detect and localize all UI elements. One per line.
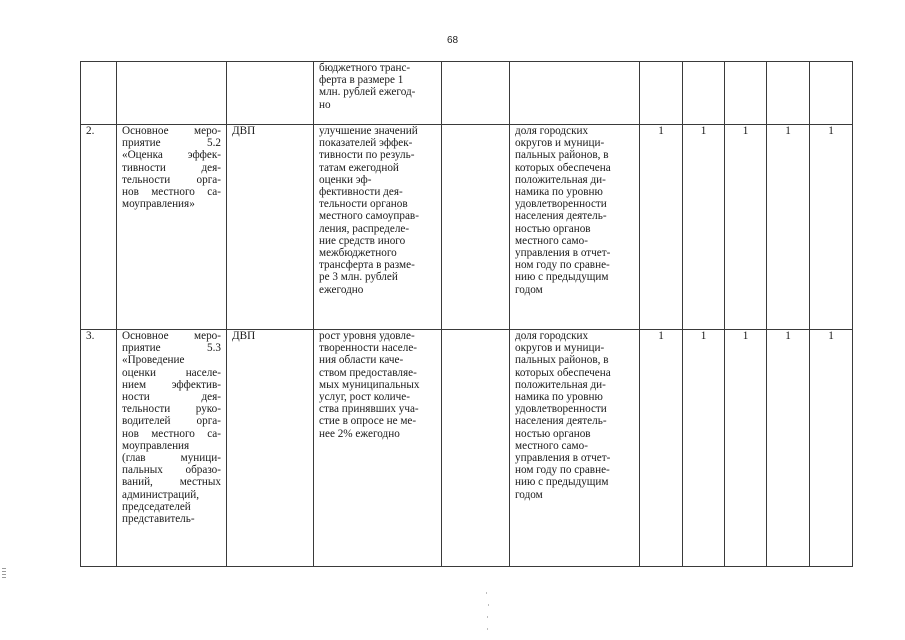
indicator-value: 1 [742,125,749,137]
row-number-cell [81,62,117,125]
indicator-value: 1 [658,125,664,137]
scan-dot [486,592,487,594]
result-line: бюджетного транс- [319,62,411,74]
indicator-value: 1 [658,330,664,342]
result-line: межбюджетного [319,247,397,260]
indicator-value: 1 [828,125,834,137]
result-line: ством предоставляе- [319,366,417,379]
margin-mark [2,568,6,569]
row-number: 2. [86,125,95,137]
margin-mark [2,577,6,578]
indicator-cell [510,62,640,125]
result-cell [314,125,442,330]
event-line: (глав муници- [122,452,221,465]
indicator-cell [510,330,640,567]
indicator-line: доля городских [515,330,589,342]
result-line: показателей эффек- [319,137,413,150]
value-cell-3 [725,330,767,567]
event-cell [117,125,227,330]
event-line: водителей орга- [122,415,221,428]
code-cell [227,330,314,567]
margin-mark [2,574,6,575]
indicator-line: местного само- [515,439,588,452]
indicator-line: положительная ди- [515,173,606,186]
indicator-line: нию с предыдущим [515,476,609,489]
indicator-value: 1 [828,330,834,342]
event-line: нов местного са- [122,186,221,199]
row-number-cell [81,125,117,330]
indicator-line: годом [515,488,543,501]
result-line: но [319,98,331,111]
result-line: ления, распределе- [319,222,410,235]
event-line: «Проведение [122,354,185,367]
event-line: нием эффектив- [122,378,221,391]
value-cell-4 [767,125,810,330]
event-line: ности дея- [122,391,221,404]
event-line: администраций, [122,488,200,501]
table-row [81,330,853,567]
value-cell-1 [640,330,683,567]
result-line: рост уровня удовле- [319,330,415,342]
indicator-line: населения деятель- [515,415,607,428]
result-line: тивности по резуль- [319,149,415,162]
value-cell-2 [683,125,725,330]
event-line: «Оценка эффек- [122,149,221,162]
result-line: улучшение значений [319,125,418,137]
indicator-cell [510,125,640,330]
indicator-line: управления в отчет- [515,452,611,465]
executor-code: ДВП [232,330,256,342]
indicator-line: ностью органов [515,222,591,235]
result-line: местного самоуправ- [319,210,419,223]
indicator-line: годом [515,283,543,296]
event-line: приятие 5.3 [122,342,221,355]
indicator-line: которых обеспечена [515,161,611,174]
row-number: 3. [86,330,95,342]
result-line: мых муниципальных [319,378,420,391]
event-line: тивности дея- [122,161,221,174]
result-line: ферта в размере 1 [319,74,404,87]
table-row [81,125,853,330]
result-line: ния области каче- [319,354,404,367]
event-line: пальных образо- [122,464,221,477]
scan-dot [488,604,489,606]
value-cell-4 [767,330,810,567]
value-cell-5 [810,62,853,125]
executor-code: ДВП [232,125,256,137]
indicator-line: удовлетворенности [515,403,607,416]
indicator-line: управления в отчет- [515,247,611,260]
indicator-line: ном году по сравне- [515,464,610,477]
blank-cell [442,62,510,125]
result-line: татам ежегодной [319,161,399,174]
indicator-line: пальных районов, в [515,149,609,162]
indicator-line: округов и муници- [515,137,605,150]
result-line: ежегодно [319,283,364,296]
result-line: ре 3 млн. рублей [319,271,398,284]
scan-dot [487,628,488,630]
code-cell [227,125,314,330]
table-row [81,62,853,125]
event-line: председателей [122,500,191,513]
indicator-value: 1 [742,330,749,342]
event-cell [117,62,227,125]
indicator-line: удовлетворенности [515,198,607,211]
result-line: стие в опросе не ме- [319,415,417,428]
result-cell [314,62,442,125]
value-cell-1 [640,125,683,330]
value-cell-3 [725,62,767,125]
margin-mark [2,571,6,572]
event-cell [117,330,227,567]
value-cell-3 [725,125,767,330]
indicator-line: нию с предыдущим [515,271,609,284]
indicator-line: пальных районов, в [515,354,609,367]
result-line: млн. рублей ежегод- [319,86,416,99]
indicator-value: 1 [700,330,707,342]
indicator-line: ностью органов [515,427,591,440]
scan-dot [487,616,488,618]
result-line: творенности населе- [319,342,418,355]
result-line: ства принявших уча- [319,403,419,416]
value-cell-5 [810,125,853,330]
code-cell [227,62,314,125]
event-line: моуправления» [122,198,195,211]
event-line: нов местного са- [122,427,221,440]
result-line: оценки эф- [319,173,372,186]
indicator-line: которых обеспечена [515,366,611,379]
event-line: приятие 5.2 [122,137,221,150]
indicator-value: 1 [785,330,791,342]
indicator-line: ном году по сравне- [515,259,610,272]
event-line: оценки населе- [122,366,221,379]
result-line: нее 2% ежегодно [319,427,400,440]
event-line: Основное меро- [122,330,221,342]
row-number-cell [81,330,117,567]
indicator-line: доля городских [515,125,589,137]
event-line: Основное меро- [122,125,221,137]
page-number: 68 [446,35,459,46]
result-line: трансферта в разме- [319,259,415,272]
event-line: тельности руко- [122,403,221,416]
value-cell-5 [810,330,853,567]
indicator-line: населения деятель- [515,210,607,223]
value-cell-2 [683,330,725,567]
indicator-line: местного само- [515,234,588,247]
event-line: тельности орга- [122,173,221,186]
result-cell [314,330,442,567]
result-line: ние средств иного [319,234,406,247]
result-line: услуг, рост количе- [319,391,410,404]
indicator-line: намика по уровню [515,186,603,199]
indicator-line: положительная ди- [515,378,606,391]
indicator-line: округов и муници- [515,342,605,355]
indicator-value: 1 [700,125,707,137]
result-line: фективности дея- [319,186,403,199]
value-cell-2 [683,62,725,125]
event-line: ваний, местных [122,476,221,489]
value-cell-4 [767,62,810,125]
result-line: тельности органов [319,198,408,211]
event-line: представитель- [122,513,195,526]
blank-cell [442,330,510,567]
event-line: моуправления [122,439,190,452]
indicator-value: 1 [785,125,791,137]
blank-cell [442,125,510,330]
measures-table [80,61,853,567]
indicator-line: намика по уровню [515,391,603,404]
value-cell-1 [640,62,683,125]
